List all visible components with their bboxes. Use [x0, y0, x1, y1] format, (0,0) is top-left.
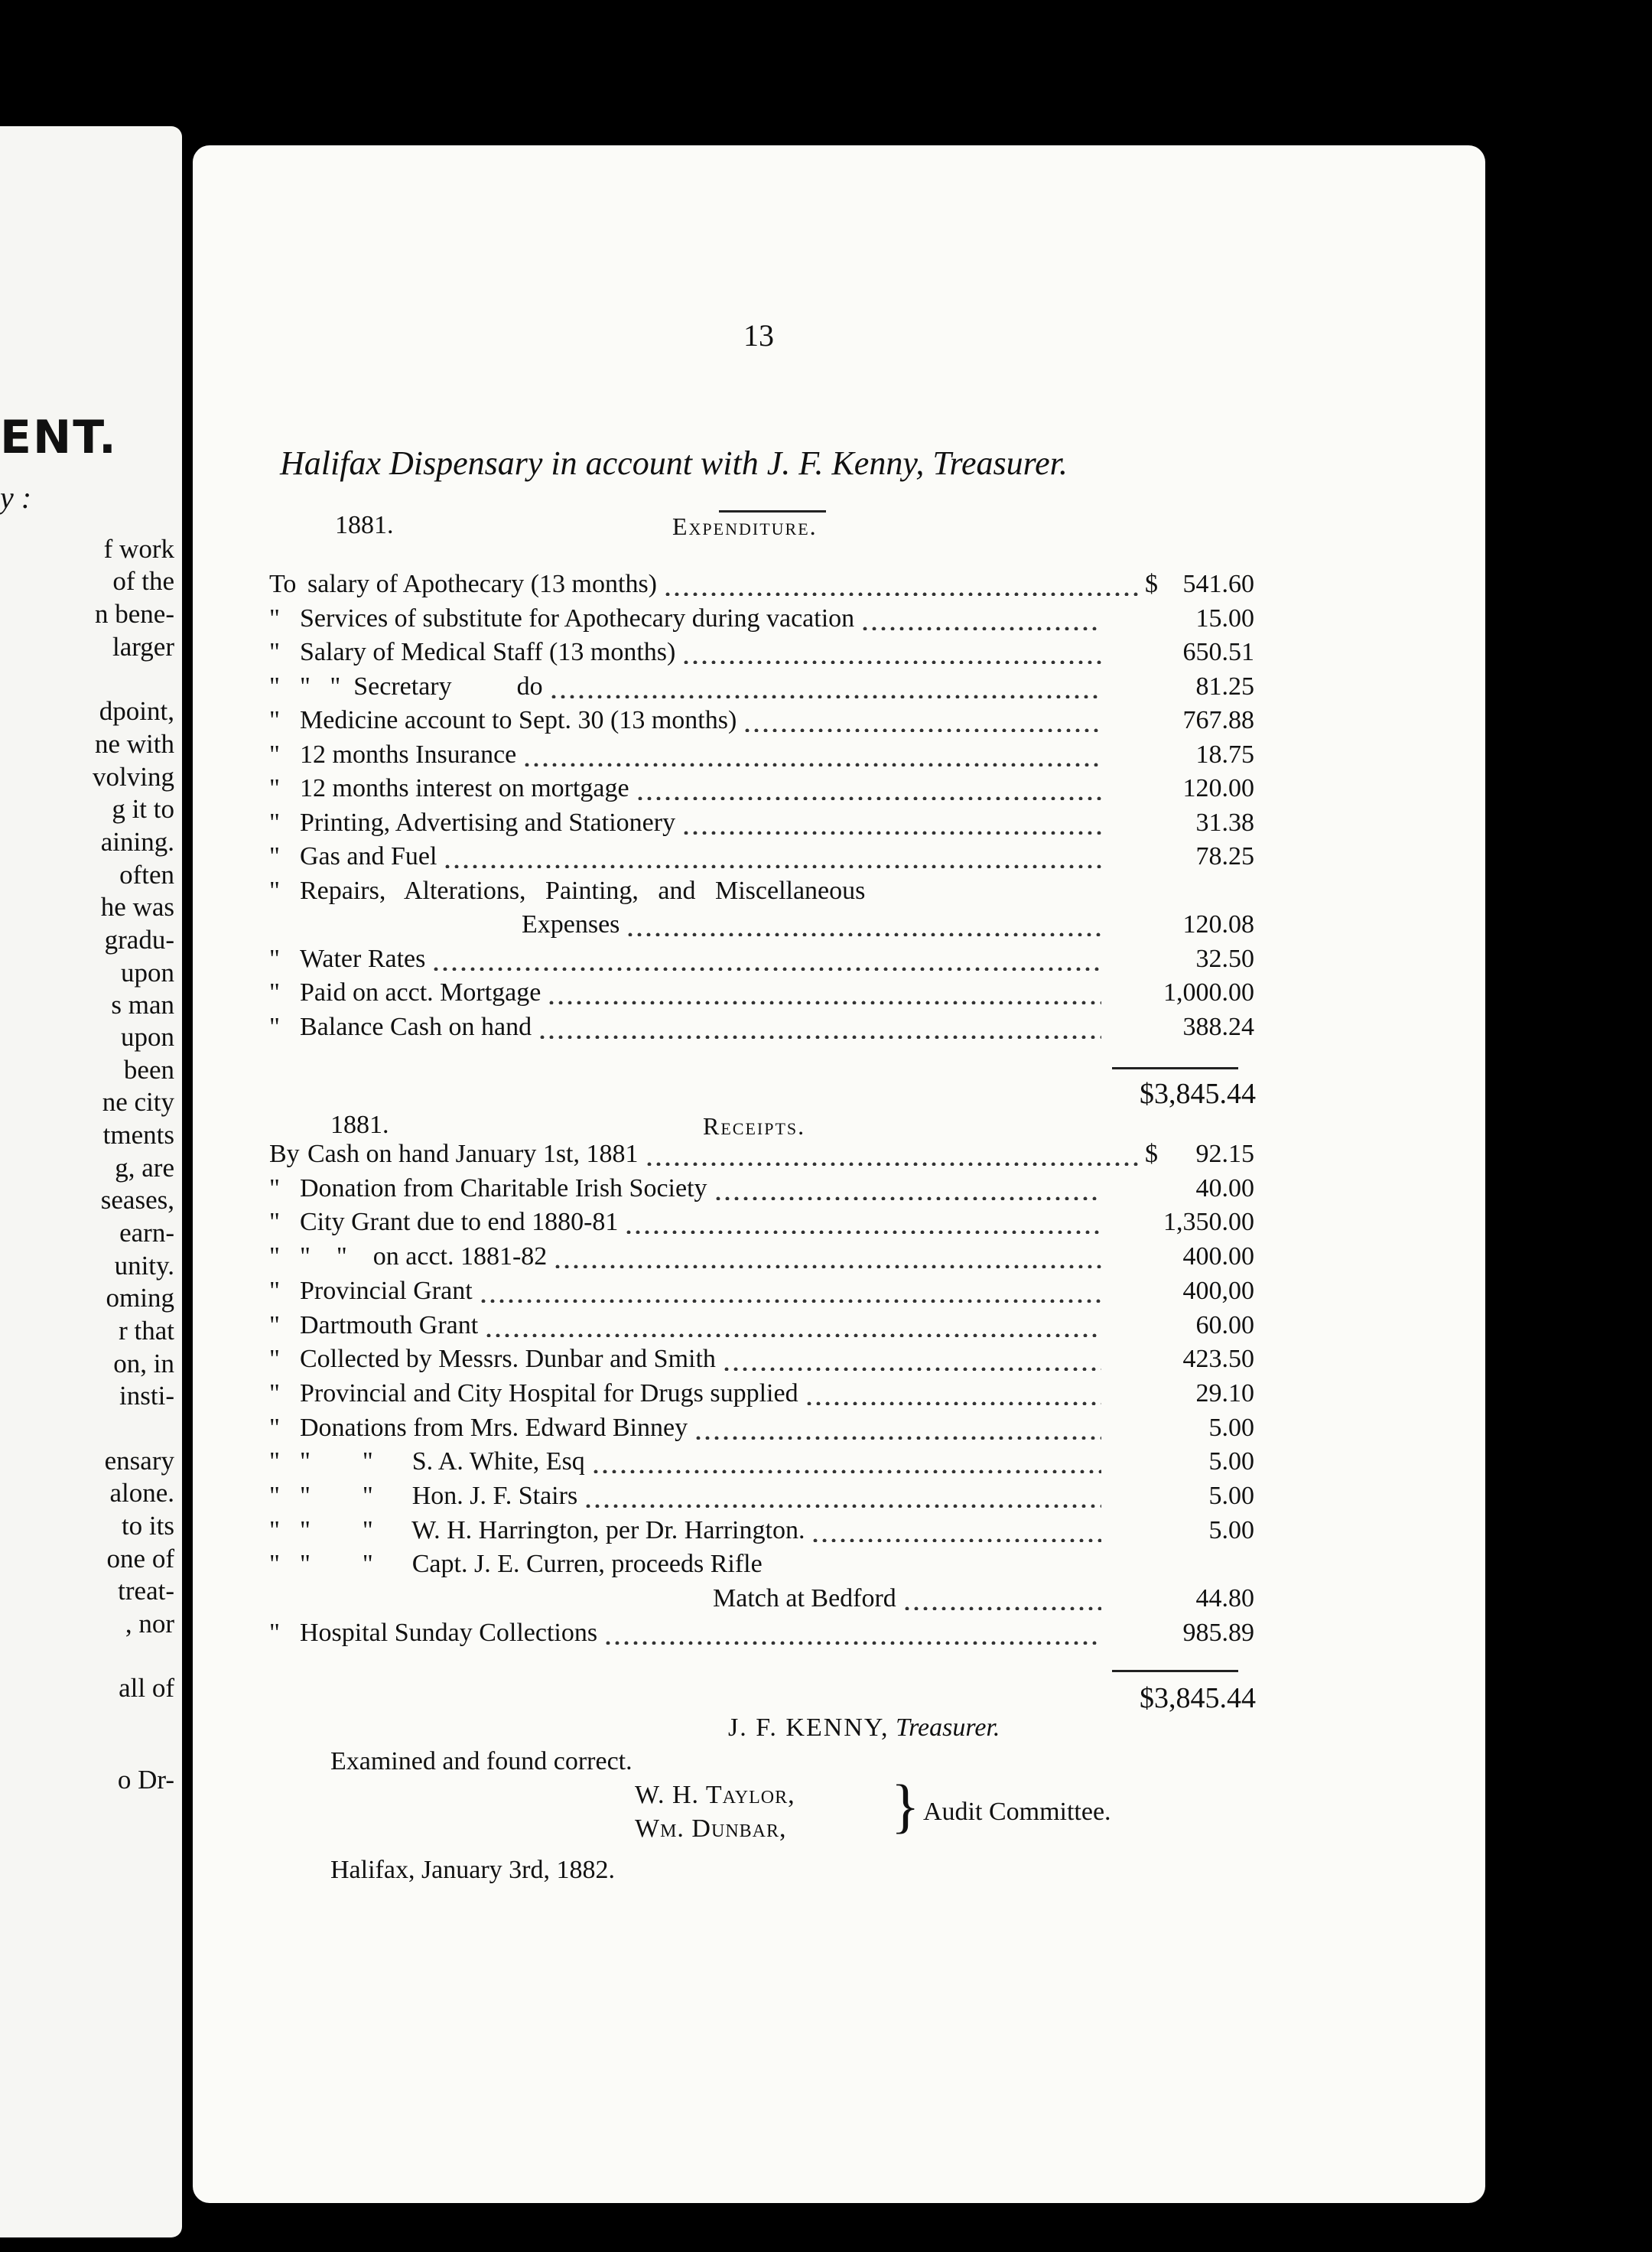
left-page-fragment: alone.: [109, 1478, 174, 1508]
ditto-mark: To: [269, 570, 297, 598]
receipts-heading: Receipts.: [703, 1112, 806, 1140]
ditto-mark: ": [269, 1242, 280, 1271]
examined-note: Examined and found correct.: [330, 1747, 633, 1775]
ditto-mark: ": [269, 1550, 280, 1579]
expenditure-row: [269, 877, 1254, 910]
ditto-mark: ": [269, 1378, 280, 1408]
line-description: Printing, Advertising and Stationery: [300, 808, 676, 837]
left-page-fragment: s man: [111, 990, 174, 1020]
receipts-row: [269, 1516, 1254, 1550]
left-page-fragment: larger: [112, 632, 174, 662]
expenditure-heading: Expenditure.: [672, 513, 818, 540]
receipts-row: [269, 1208, 1254, 1242]
receipts-row: [269, 1619, 1254, 1652]
ditto-mark: ": [269, 1173, 280, 1202]
ditto-mark: ": [269, 1276, 280, 1305]
ditto-mark: ": [269, 1413, 280, 1442]
left-page-fragment: upon: [121, 1022, 174, 1052]
line-description: " " W. H. Harrington, per Dr. Harrington.: [300, 1515, 805, 1544]
ditto-mark: ": [269, 1012, 280, 1041]
expenditure-total-rule: [1112, 1067, 1238, 1069]
receipts-row: [269, 1277, 1254, 1310]
ditto-mark: ": [269, 978, 280, 1007]
line-description: salary of Apothecary (13 months): [307, 570, 657, 598]
dot-leader: [603, 1629, 1101, 1645]
line-description: 12 months Insurance: [300, 740, 517, 769]
line-amount: 1,000.00: [1163, 978, 1254, 1007]
left-page-fragment: he was: [100, 892, 174, 922]
receipts-row: [269, 1584, 1254, 1618]
dot-leader: [743, 717, 1101, 732]
left-page-fragment: seases,: [100, 1185, 174, 1215]
expenditure-row: [269, 706, 1254, 740]
line-description: Balance Cash on hand: [300, 1012, 532, 1041]
line-amount: 81.25: [1195, 672, 1254, 701]
line-amount: 5.00: [1208, 1515, 1254, 1544]
expenditure-total: $3,845.44: [1140, 1078, 1256, 1110]
left-page-fragment: ensary: [104, 1446, 174, 1476]
left-page-fragment: n bene-: [95, 599, 174, 629]
treasurer-name: J. F. KENNY,: [728, 1713, 889, 1742]
left-page-fragment: all of: [119, 1673, 174, 1703]
page-title: Halifax Dispensary in account with J. F. Kenny, Treasurer.: [280, 444, 1068, 482]
ditto-mark: By: [269, 1140, 300, 1168]
receipts-year: 1881.: [330, 1111, 389, 1139]
line-amount: 541.60: [1182, 570, 1254, 598]
ditto-mark: ": [269, 740, 280, 769]
line-amount: 985.89: [1182, 1618, 1254, 1647]
dot-leader: [663, 581, 1140, 596]
ditto-mark: ": [269, 638, 280, 666]
dot-leader: [538, 1023, 1101, 1039]
line-amount: 31.38: [1195, 808, 1254, 837]
ditto-mark: ": [269, 842, 280, 871]
line-description: " " Secretary do: [300, 672, 543, 701]
line-amount: 78.25: [1195, 842, 1254, 871]
dot-leader: [549, 683, 1101, 698]
line-description: " " Hon. J. F. Stairs: [300, 1482, 578, 1510]
ditto-mark: ": [269, 944, 280, 973]
expenditure-row: [269, 1013, 1254, 1046]
dot-leader: [636, 785, 1101, 800]
expenditure-row: [269, 604, 1254, 638]
expenditure-row: [269, 978, 1254, 1012]
line-amount: 32.50: [1195, 944, 1254, 973]
receipts-row: [269, 1174, 1254, 1208]
audit-brace: }: [891, 1772, 920, 1839]
expenditure-row: [269, 638, 1254, 672]
treasurer-title: Treasurer.: [896, 1713, 1000, 1742]
ledger-page: [193, 145, 1485, 2203]
left-page-fragment: one of: [106, 1544, 174, 1573]
ditto-mark: ": [269, 672, 280, 701]
currency-symbol: $: [1145, 1140, 1158, 1168]
line-description: " " S. A. White, Esq: [300, 1447, 585, 1476]
line-amount: 767.88: [1182, 706, 1254, 734]
ditto-mark: ": [269, 774, 280, 802]
left-page-fragment: ne with: [94, 729, 174, 759]
dot-leader: [860, 615, 1101, 630]
expenditure-row: [269, 842, 1254, 876]
ditto-mark: ": [269, 604, 280, 633]
line-description: Hospital Sunday Collections: [300, 1618, 598, 1647]
currency-symbol: $: [1145, 570, 1158, 598]
auditor-taylor: W. H. Taylor,: [635, 1781, 795, 1809]
audit-date: Halifax, January 3rd, 1882.: [330, 1856, 616, 1884]
dot-leader: [547, 989, 1101, 1004]
line-description: Donations from Mrs. Edward Binney: [300, 1413, 688, 1442]
line-amount: 1,350.00: [1163, 1208, 1254, 1237]
line-description: " " Capt. J. E. Curren, proceeds Rifle: [300, 1550, 763, 1579]
line-description: " " on acct. 1881-82: [300, 1242, 548, 1271]
line-amount: 40.00: [1195, 1173, 1254, 1202]
line-description: Donation from Charitable Irish Society: [300, 1173, 707, 1202]
expenditure-row: [269, 945, 1254, 978]
auditor-dunbar: Wm. Dunbar,: [635, 1814, 787, 1843]
dot-leader: [591, 1458, 1101, 1473]
receipts-row: [269, 1447, 1254, 1481]
line-amount: 423.50: [1182, 1345, 1254, 1374]
ditto-mark: ": [269, 1482, 280, 1510]
line-amount: 18.75: [1195, 740, 1254, 769]
line-amount: 92.15: [1195, 1140, 1254, 1168]
line-description: Salary of Medical Staff (13 months): [300, 638, 676, 666]
left-page-fragment: treat-: [118, 1576, 174, 1606]
line-amount: 5.00: [1208, 1413, 1254, 1442]
left-page-fragment: on, in: [113, 1349, 174, 1378]
line-amount: 60.00: [1195, 1310, 1254, 1339]
dot-leader: [645, 1150, 1140, 1166]
dot-leader: [811, 1527, 1101, 1542]
line-amount: 15.00: [1195, 604, 1254, 633]
left-page-fragment: ne city: [102, 1087, 174, 1117]
line-description: Gas and Fuel: [300, 842, 437, 871]
line-amount: 120.08: [1182, 910, 1254, 939]
line-description: Paid on acct. Mortgage: [300, 978, 541, 1007]
ditto-mark: ": [269, 1618, 280, 1647]
dot-leader: [624, 1219, 1101, 1234]
dot-leader: [902, 1595, 1101, 1610]
dot-leader: [722, 1355, 1101, 1371]
ditto-mark: ": [269, 876, 280, 905]
line-description: Provincial and City Hospital for Drugs supplied: [300, 1378, 798, 1408]
dot-leader: [584, 1492, 1101, 1508]
audit-committee-label: Audit Committee.: [923, 1798, 1111, 1826]
left-page-fragment: earn-: [119, 1218, 174, 1248]
expenditure-row: [269, 570, 1254, 604]
expenditure-row: [269, 672, 1254, 706]
treasurer-signature: [728, 1713, 1000, 1743]
line-amount: 5.00: [1208, 1447, 1254, 1476]
expenditure-year: 1881.: [335, 511, 394, 539]
line-description: Match at Bedford: [713, 1584, 896, 1613]
line-description: Repairs, Alterations, Painting, and Miscellaneous: [300, 876, 866, 905]
left-page-fragment: dpoint,: [99, 696, 174, 726]
line-amount: 44.80: [1195, 1584, 1254, 1613]
left-page-fragment: volving: [93, 762, 174, 792]
dot-leader: [626, 921, 1101, 936]
dot-leader: [681, 649, 1101, 664]
ditto-mark: ": [269, 1447, 280, 1476]
left-page-fragment: often: [119, 860, 174, 890]
line-description: Expenses: [522, 910, 620, 939]
left-page-fragment: g it to: [112, 794, 174, 824]
receipts-row: [269, 1242, 1254, 1276]
left-page-fragment: aining.: [100, 827, 174, 857]
left-page-fragment: , nor: [125, 1609, 174, 1639]
line-description: Water Rates: [300, 944, 426, 973]
left-page-subheading: y :: [0, 480, 32, 515]
left-page-fragment: r that: [119, 1316, 174, 1346]
left-page-fragment: o Dr-: [117, 1765, 174, 1795]
dot-leader: [694, 1424, 1101, 1440]
left-page-fragment: f work: [103, 534, 174, 564]
left-page-fragment: to its: [121, 1511, 174, 1541]
dot-leader: [484, 1322, 1101, 1337]
line-description: Dartmouth Grant: [300, 1310, 479, 1339]
left-page-heading: ENT.: [0, 411, 118, 464]
line-description: Provincial Grant: [300, 1276, 473, 1305]
left-page-fragment: gradu-: [104, 925, 174, 955]
left-page-fragment: g, are: [115, 1153, 174, 1183]
dot-leader: [553, 1253, 1101, 1268]
dot-leader: [714, 1185, 1101, 1200]
dot-leader: [479, 1287, 1101, 1303]
receipts-row: [269, 1414, 1254, 1447]
receipts-total-rule: [1112, 1670, 1238, 1672]
left-page-fragment: upon: [121, 958, 174, 988]
line-amount: 29.10: [1195, 1378, 1254, 1408]
expenditure-row: [269, 740, 1254, 774]
line-amount: 650.51: [1182, 638, 1254, 666]
dot-leader: [681, 819, 1101, 835]
dot-leader: [431, 955, 1101, 971]
expenditure-row: [269, 774, 1254, 808]
line-description: Services of substitute for Apothecary during vacation: [300, 604, 855, 633]
receipts-row: [269, 1140, 1254, 1173]
dot-leader: [805, 1390, 1101, 1405]
ditto-mark: ": [269, 1310, 280, 1339]
line-description: Cash on hand January 1st, 1881: [307, 1140, 639, 1168]
ditto-mark: ": [269, 706, 280, 734]
line-amount: 5.00: [1208, 1482, 1254, 1510]
dot-leader: [522, 751, 1101, 766]
left-page-fragment: oming: [106, 1283, 174, 1313]
receipts-row: [269, 1311, 1254, 1345]
left-page-fragment: insti-: [119, 1381, 174, 1411]
line-amount: 120.00: [1182, 774, 1254, 802]
line-amount: 400.00: [1182, 1242, 1254, 1271]
receipts-row: [269, 1550, 1254, 1583]
left-page-fragment: tments: [102, 1120, 174, 1150]
receipts-row: [269, 1379, 1254, 1413]
line-amount: 388.24: [1182, 1012, 1254, 1041]
left-page-fragment: been: [123, 1055, 174, 1085]
line-description: City Grant due to end 1880-81: [300, 1208, 619, 1237]
ditto-mark: ": [269, 1208, 280, 1237]
expenditure-row: [269, 809, 1254, 842]
dot-leader: [443, 853, 1101, 868]
left-page-fragment: unity.: [114, 1251, 174, 1281]
previous-page: [0, 126, 182, 2237]
left-page-fragment: of the: [112, 566, 174, 596]
ditto-mark: ": [269, 1515, 280, 1544]
ditto-mark: ": [269, 808, 280, 837]
line-description: Collected by Messrs. Dunbar and Smith: [300, 1345, 716, 1374]
expenditure-row: [269, 910, 1254, 944]
receipts-row: [269, 1482, 1254, 1515]
line-description: 12 months interest on mortgage: [300, 774, 629, 802]
receipts-total: $3,845.44: [1140, 1682, 1256, 1714]
page-number: 13: [743, 318, 774, 353]
line-amount: 400,00: [1182, 1276, 1254, 1305]
ditto-mark: ": [269, 1345, 280, 1374]
receipts-row: [269, 1345, 1254, 1378]
line-description: Medicine account to Sept. 30 (13 months): [300, 706, 737, 734]
